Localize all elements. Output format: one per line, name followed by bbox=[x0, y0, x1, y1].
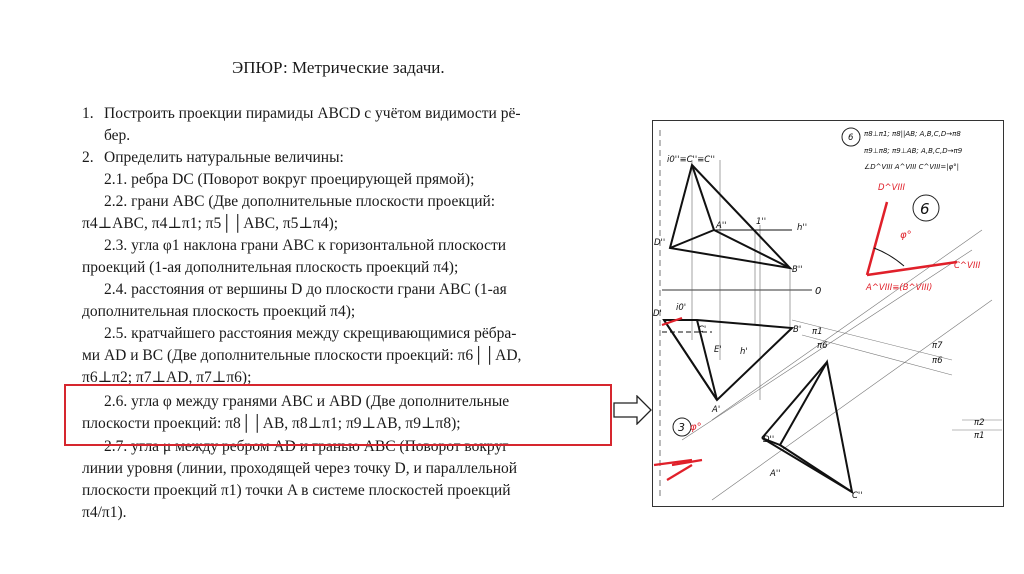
label-1pp: 1'' bbox=[756, 217, 767, 227]
subtask-2-2-cont: π4⊥ABC, π4⊥π1; π5││ABC, π5⊥π4); bbox=[82, 215, 339, 232]
label-phi-3: φ° bbox=[690, 422, 702, 433]
task-item-2: 2. Определить натуральные величины: bbox=[82, 149, 344, 166]
subtask-2-7-cont2: плоскости проекций π1) точки A в системе плоскостей проекций bbox=[82, 482, 511, 499]
subtask-2-6-cont: плоскости проекций: π8││AB, π8⊥π1; π9⊥AB, π9⊥π8); bbox=[82, 415, 461, 432]
page-title: ЭПЮР: Метрические задачи. bbox=[232, 58, 445, 77]
label-pi6: π6 bbox=[817, 341, 828, 351]
task-item-1-cont: бер. bbox=[104, 127, 131, 144]
label-pi1b: π1 bbox=[974, 431, 985, 441]
highlight-box bbox=[64, 384, 612, 446]
subtask-2-1: 2.1. ребра DC (Поворот вокруг проецирующей прямой); bbox=[104, 171, 475, 188]
task-item-1: 1. Построить проекции пирамиды АВCD с учётом видимости рё- bbox=[82, 105, 521, 122]
subtask-2-5-cont2: π6⊥π2; π7⊥AD, π7⊥π6); bbox=[82, 369, 252, 386]
note-3: ∠D^VIII A^VIII C^VIII=|φ°| bbox=[864, 163, 960, 171]
label-app: A'' bbox=[716, 221, 727, 231]
label-c8: C^VIII bbox=[954, 261, 981, 271]
epure-drawing bbox=[652, 120, 1004, 507]
label-pi1: π1 bbox=[812, 327, 823, 337]
label-bpp: B'' bbox=[792, 265, 803, 275]
label-i0p: i0' bbox=[676, 303, 687, 313]
label-cp: C' bbox=[698, 325, 707, 335]
label-hpp: h'' bbox=[797, 223, 808, 233]
subtask-2-7-cont3: π4/π1). bbox=[82, 504, 127, 521]
label-ap: A' bbox=[712, 405, 721, 415]
subtask-2-4: 2.4. расстояния от вершины D до плоскости грани ABC (1-ая bbox=[104, 281, 507, 298]
label-i0c: i0''≡C''≡C'' bbox=[667, 155, 715, 165]
label-pi2: π2 bbox=[974, 418, 985, 428]
label-three: 3 bbox=[678, 421, 685, 434]
subtask-2-5-cont: ми AD и BC (Две дополнительные плоскости проекций: π6││AD, bbox=[82, 347, 522, 364]
note-2: π9⊥π8; π9⊥AB; A,B,C,D→π9 bbox=[864, 147, 963, 155]
subtask-2-3: 2.3. угла φ1 наклона грани ABC к горизонтальной плоскости bbox=[104, 237, 507, 254]
subtask-2-7: 2.7. угла μ между ребром AD и гранью ABC (Поворот вокруг bbox=[104, 438, 509, 455]
subtask-2-2: 2.2. грани ABC (Две дополнительные плоскости проекций: bbox=[104, 193, 496, 210]
label-pi7: π7 bbox=[932, 341, 943, 351]
subtask-2-6: 2.6. угла φ между гранями ABC и ABD (Две дополнительные bbox=[104, 393, 510, 410]
label-phi: φ° bbox=[900, 230, 912, 241]
label-six-big: 6 bbox=[920, 200, 930, 218]
label-six-small: 6 bbox=[848, 133, 854, 143]
label-cv: C'' bbox=[852, 491, 863, 501]
label-hp: h' bbox=[740, 347, 748, 357]
label-pi6b: π6 bbox=[932, 356, 943, 366]
label-bp: B' bbox=[793, 325, 802, 335]
label-dv: D'' bbox=[763, 435, 775, 445]
subtask-2-5: 2.5. кратчайшего расстояния между скрещивающимися рёбра- bbox=[104, 325, 517, 342]
label-d8: D^VIII bbox=[878, 183, 906, 193]
label-ep: E' bbox=[714, 345, 722, 355]
subtask-2-7-cont: линии уровня (линии, проходящей через точку D, и параллельной bbox=[82, 460, 518, 477]
subtask-2-4-cont: дополнительная плоскость проекций π4); bbox=[82, 303, 356, 320]
label-dp: D' bbox=[653, 309, 662, 319]
label-av: A'' bbox=[770, 469, 781, 479]
arrow-right-icon bbox=[613, 395, 653, 425]
label-dpp: D'' bbox=[654, 238, 666, 248]
note-1: π8⊥π1; π8||AB; A,B,C,D→π8 bbox=[864, 130, 961, 138]
label-axis-o: 0 bbox=[815, 286, 822, 297]
label-ab8: A^VIII≡(B^VIII) bbox=[866, 283, 933, 293]
subtask-2-3-cont: проекций (1-ая дополнительная плоскость проекций π4); bbox=[82, 259, 459, 276]
